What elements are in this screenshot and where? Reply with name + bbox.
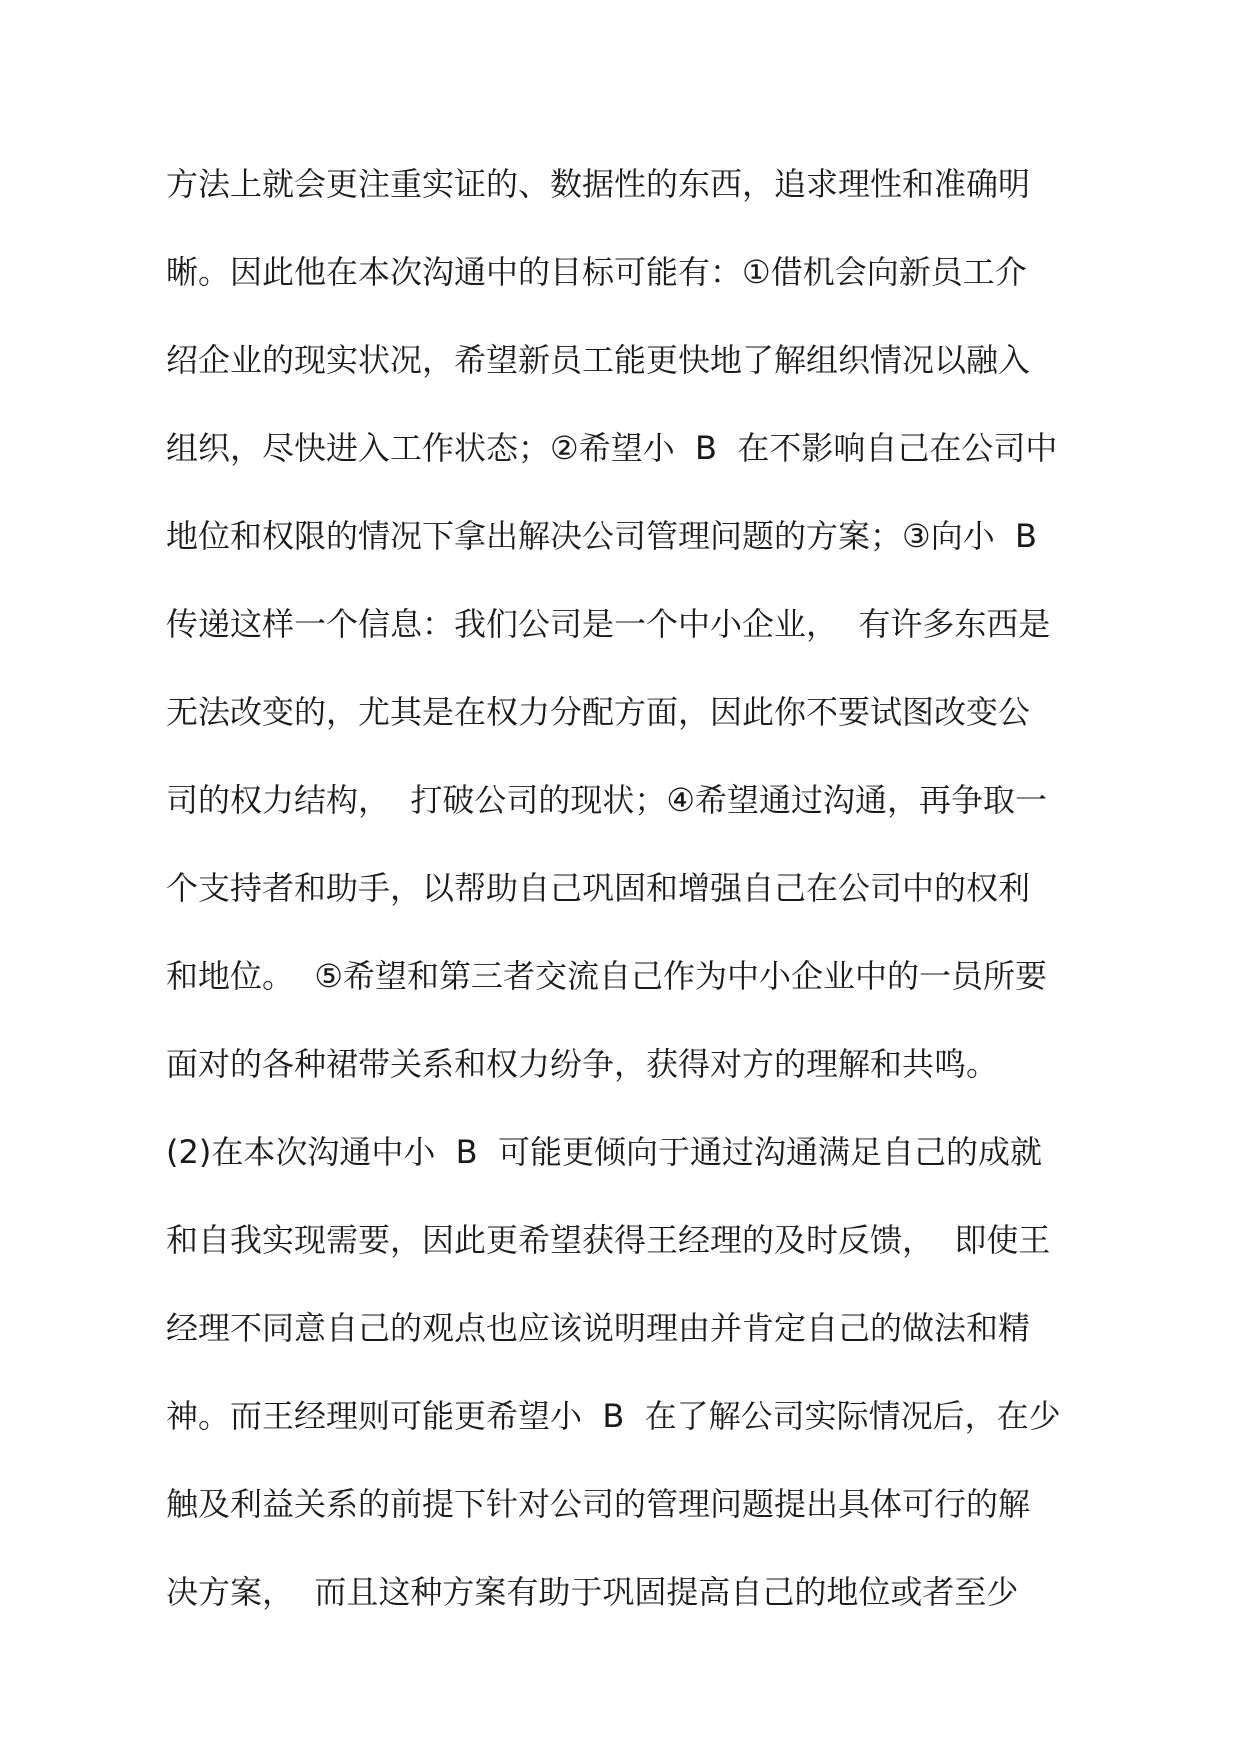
body-text: [166, 152, 1096, 1648]
text-line: 组织，尽快进入工作状态；②希望小 B 在不影响自己在公司中: [166, 429, 1058, 467]
text-line: 神。而王经理则可能更希望小 B 在了解公司实际情况后，在少: [166, 1397, 1061, 1435]
text-line: 和地位。 ⑤希望和第三者交流自己作为中小企业中的一员所要: [166, 957, 1048, 995]
text-line: 晰。因此他在本次沟通中的目标可能有：①借机会向新员工介: [166, 253, 1027, 291]
text-line: 经理不同意自己的观点也应该说明理由并肯定自己的做法和精: [166, 1309, 1031, 1347]
text-line: 无法改变的，尤其是在权力分配方面，因此你不要试图改变公: [166, 693, 1031, 731]
text-line: 绍企业的现实状况，希望新员工能更快地了解组织情况以融入: [166, 341, 1031, 379]
text-line: 地位和权限的情况下拿出解决公司管理问题的方案；③向小 B: [166, 517, 1037, 555]
text-line: (2)在本次沟通中小 B 可能更倾向于通过沟通满足自己的成就: [166, 1133, 1042, 1171]
text-line: 决方案， 而且这种方案有助于巩固提高自己的地位或者至少: [166, 1573, 1019, 1611]
text-line: 方法上就会更注重实证的、数据性的东西，追求理性和准确明: [166, 165, 1031, 203]
text-line: 个支持者和助手，以帮助自己巩固和增强自己在公司中的权利: [166, 869, 1031, 907]
text-line: 传递这样一个信息：我们公司是一个中小企业， 有许多东西是: [166, 605, 1051, 643]
text-line: 司的权力结构， 打破公司的现状；④希望通过沟通，再争取一: [166, 781, 1048, 819]
text-line: 和自我实现需要，因此更希望获得王经理的及时反馈， 即使王: [166, 1221, 1051, 1259]
text-line: 面对的各种裙带关系和权力纷争，获得对方的理解和共鸣。: [166, 1045, 999, 1083]
text-line: 触及利益关系的前提下针对公司的管理问题提出具体可行的解: [166, 1485, 1031, 1523]
